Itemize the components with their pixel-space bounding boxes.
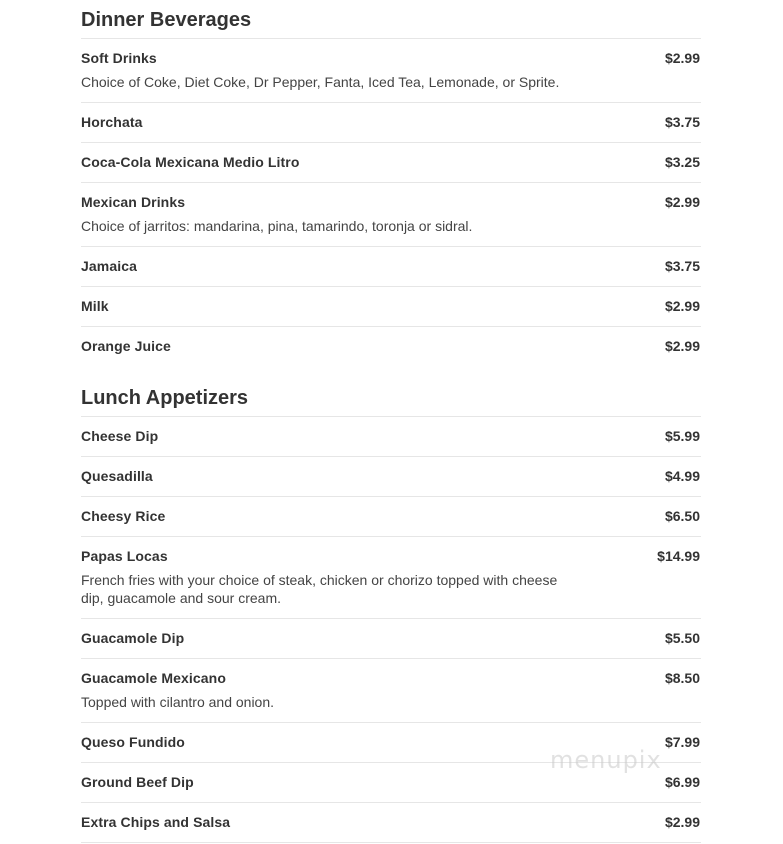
item-price: $2.99 <box>664 338 700 354</box>
item-price: $2.99 <box>664 194 700 210</box>
item-price: $5.99 <box>664 428 700 444</box>
menu-item[interactable] <box>81 456 701 496</box>
section-title-dinner-beverages: Dinner Beverages <box>81 9 252 31</box>
item-price: $3.25 <box>664 154 700 170</box>
menu-item[interactable] <box>81 38 701 102</box>
item-name: Cheesy Rice <box>81 508 166 524</box>
item-name: Horchata <box>81 114 143 130</box>
item-price: $7.99 <box>664 734 700 750</box>
item-name: Quesadilla <box>81 468 153 484</box>
item-price: $8.50 <box>664 670 700 686</box>
section-title-lunch-appetizers: Lunch Appetizers <box>81 387 249 409</box>
menu-item[interactable] <box>81 182 701 246</box>
item-name: Coca-Cola Mexicana Medio Litro <box>81 154 300 170</box>
menu-item[interactable] <box>81 286 701 326</box>
item-name: Ground Beef Dip <box>81 774 194 790</box>
menu-item[interactable] <box>81 102 701 142</box>
item-price: $6.50 <box>664 508 700 524</box>
item-price: $2.99 <box>664 814 700 830</box>
item-price: $6.99 <box>664 774 700 790</box>
item-price: $3.75 <box>664 258 700 274</box>
section-lunch-appetizers <box>81 416 701 843</box>
item-description: French fries with your choice of steak, chicken or chorizo topped with cheese dip, guacamole and sour cream. <box>81 572 558 606</box>
item-name: Queso Fundido <box>81 734 185 750</box>
menu <box>81 0 701 843</box>
menu-item[interactable] <box>81 536 701 618</box>
item-name: Cheese Dip <box>81 428 159 444</box>
menu-item[interactable] <box>81 416 701 456</box>
item-name: Papas Locas <box>81 548 168 564</box>
menu-item[interactable] <box>81 802 701 843</box>
item-name: Mexican Drinks <box>81 194 186 210</box>
section-dinner-beverages <box>81 38 701 366</box>
item-price: $14.99 <box>657 548 700 564</box>
item-name: Guacamole Dip <box>81 630 185 646</box>
item-price: $5.50 <box>664 630 700 646</box>
menu-item[interactable] <box>81 326 701 366</box>
watermark: menupix <box>550 746 662 774</box>
item-description: Topped with cilantro and onion. <box>81 694 275 710</box>
item-price: $3.75 <box>664 114 700 130</box>
menu-item[interactable] <box>81 246 701 286</box>
item-price: $4.99 <box>664 468 700 484</box>
item-name: Orange Juice <box>81 338 171 354</box>
item-name: Extra Chips and Salsa <box>81 814 231 830</box>
item-description: Choice of Coke, Diet Coke, Dr Pepper, Fanta, Iced Tea, Lemonade, or Sprite. <box>81 74 560 90</box>
item-name: Jamaica <box>81 258 137 274</box>
item-name: Soft Drinks <box>81 50 157 66</box>
item-price: $2.99 <box>664 50 700 66</box>
menu-item[interactable] <box>81 142 701 182</box>
item-name: Guacamole Mexicano <box>81 670 226 686</box>
menu-item[interactable] <box>81 618 701 658</box>
menu-item[interactable] <box>81 658 701 722</box>
menu-item[interactable] <box>81 496 701 536</box>
item-price: $2.99 <box>664 298 700 314</box>
item-description: Choice of jarritos: mandarina, pina, tamarindo, toronja or sidral. <box>81 218 473 234</box>
item-name: Milk <box>81 298 109 314</box>
